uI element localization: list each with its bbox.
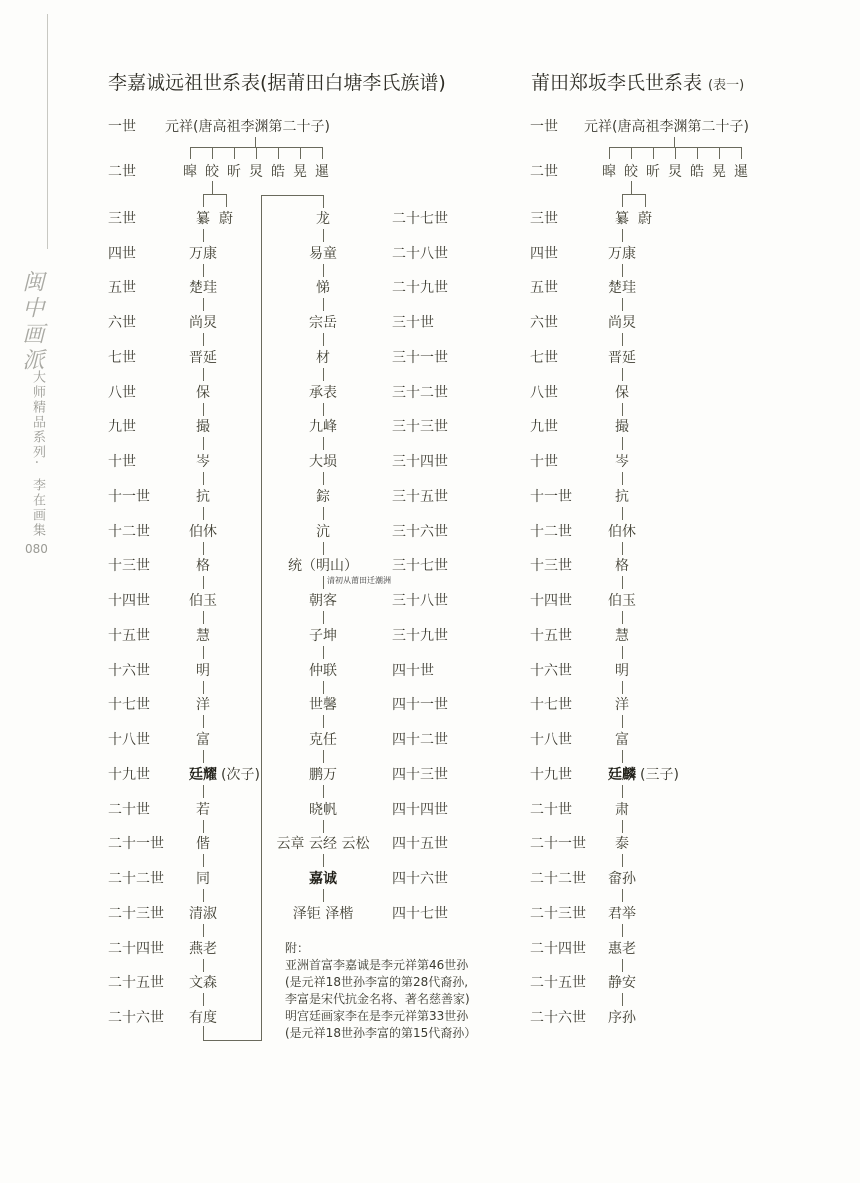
generation-label: 十九世	[530, 766, 572, 783]
connector-line	[622, 542, 623, 555]
generation-label: 二十世	[108, 801, 150, 818]
connector-line	[323, 576, 324, 589]
connector-line	[622, 924, 623, 937]
generation-label: 五世	[108, 280, 136, 297]
lineage-name: 清淑	[189, 905, 217, 922]
connector-line	[323, 889, 324, 902]
generation-label: 四十三世	[392, 766, 448, 783]
generation-label: 二十一世	[108, 836, 164, 853]
generation-label: 四世	[108, 245, 136, 262]
connector-line	[323, 646, 324, 659]
generation-label: 二十六世	[108, 1010, 164, 1027]
lineage-name: 万康	[608, 245, 636, 262]
generation-label: 二十二世	[108, 871, 164, 888]
connector-line	[323, 195, 324, 208]
generation-label: 十四世	[530, 593, 572, 610]
generation-label: 二十九世	[392, 280, 448, 297]
generation-label: 三十五世	[392, 488, 448, 505]
lineage-name: 九峰	[309, 419, 337, 436]
generation-label: 九世	[530, 419, 558, 436]
connector-line	[323, 715, 324, 728]
lineage-name: 伯休	[189, 523, 217, 540]
generation-label: 三十二世	[392, 384, 448, 401]
generation-label: 三世	[108, 211, 136, 227]
generation-label: 二十八世	[392, 245, 448, 262]
lineage-name: 燕老	[189, 940, 217, 957]
generation-label: 二十三世	[530, 905, 586, 922]
connector-line	[203, 229, 204, 242]
lineage-name: 宗岳	[309, 315, 337, 332]
connector-line	[323, 750, 324, 763]
generation-label: 三十七世	[392, 558, 448, 575]
generation-label: 七世	[530, 349, 558, 366]
appendix-line: 李富是宋代抗金名将、著名慈善家)	[285, 992, 470, 1006]
connector-line	[323, 403, 324, 416]
generation-label: 三世	[530, 211, 558, 227]
third-gen-name: 纂	[196, 211, 210, 227]
lineage-name: 楚珪	[608, 280, 636, 297]
lineage-name: 伯玉	[608, 593, 636, 610]
generation-label: 四十四世	[392, 801, 448, 818]
generation-label: 十二世	[108, 523, 150, 540]
connector-line	[203, 542, 204, 555]
second-gen-name: 暹	[734, 164, 748, 180]
second-gen-name: 皎	[624, 164, 638, 180]
lineage-name: 楚珪	[189, 280, 217, 297]
connector-line	[203, 507, 204, 520]
lineage-name: 君举	[608, 905, 636, 922]
generation-label: 四世	[530, 245, 558, 262]
connector-line	[622, 403, 623, 416]
lineage-name: 晋延	[189, 349, 217, 366]
lineage-name: 龙	[316, 211, 330, 227]
lineage-name: 悌	[316, 280, 330, 297]
ancestor-name: 元祥(唐高祖李渊第二十子)	[165, 119, 330, 135]
generation-label: 十一世	[108, 488, 150, 505]
generation-label: 六世	[530, 315, 558, 332]
lineage-name: 富	[615, 732, 629, 749]
connector-line	[622, 959, 623, 972]
second-gen-name: 皎	[205, 164, 219, 180]
lineage-name: 同	[196, 871, 210, 888]
lineage-name: 尚炅	[189, 315, 217, 332]
lineage-name: 若	[196, 801, 210, 818]
connector-line	[203, 854, 204, 867]
connector-line	[622, 611, 623, 624]
generation-label: 二十六世	[530, 1010, 586, 1027]
series-logo: 闽中画派	[19, 270, 44, 374]
lineage-name: 畲孙	[608, 871, 636, 888]
lineage-name: 錝	[316, 488, 330, 505]
connector-line	[203, 924, 204, 937]
page-number: 080	[25, 542, 48, 556]
lineage-name: 肃	[615, 801, 629, 818]
lineage-name: 岑	[196, 454, 210, 471]
generation-label: 二十二世	[530, 871, 586, 888]
connector-line	[622, 472, 623, 485]
connector-line	[622, 368, 623, 381]
generation-label: 八世	[108, 384, 136, 401]
lineage-name: 格	[615, 558, 629, 575]
connector-line	[323, 333, 324, 346]
generation-label: 十世	[530, 454, 558, 471]
second-gen-name: 暭	[183, 164, 197, 180]
generation-label: 一世	[108, 119, 136, 135]
lineage-name: 明	[196, 662, 210, 679]
connector-line	[203, 472, 204, 485]
generation-label: 九世	[108, 419, 136, 436]
connector-line	[203, 194, 226, 195]
second-gen-name: 暹	[315, 164, 329, 180]
generation-label: 二十世	[530, 801, 572, 818]
connector-line	[203, 889, 204, 902]
connector-line	[622, 820, 623, 833]
connector-line	[631, 147, 632, 159]
lineage-name: 大埙	[309, 454, 337, 471]
ancestor-name: 元祥(唐高祖李渊第二十子)	[584, 119, 749, 135]
separator-dot: ·	[28, 460, 43, 467]
lineage-name: 岑	[615, 454, 629, 471]
connector-line	[622, 715, 623, 728]
generation-label: 二世	[108, 164, 136, 180]
generation-label: 四十七世	[392, 905, 448, 922]
connector-line	[203, 959, 204, 972]
connector-line	[203, 264, 204, 277]
appendix-line: 明宫廷画家李在是李元祥第33世孙	[285, 1009, 469, 1023]
lineage-name: 伯休	[608, 523, 636, 540]
generation-label: 十五世	[108, 627, 150, 644]
connector-line	[675, 147, 676, 159]
lineage-name: 偕	[196, 836, 210, 853]
connector-line	[203, 1026, 204, 1040]
connector-line	[203, 611, 204, 624]
connector-line	[622, 889, 623, 902]
third-gen-name: 蔚	[219, 211, 233, 227]
lineage-name: 统（明山）	[288, 558, 358, 575]
connector-line	[631, 181, 632, 194]
connector-line	[719, 147, 720, 159]
connector-line	[203, 646, 204, 659]
lineage-name: 抗	[615, 488, 629, 505]
lineage-name: 子坤	[309, 627, 337, 644]
connector-line	[323, 542, 324, 555]
lineage-name: 格	[196, 558, 210, 575]
connector-line	[622, 298, 623, 311]
connector-line	[203, 715, 204, 728]
second-gen-name: 暭	[602, 164, 616, 180]
generation-label: 四十六世	[392, 871, 448, 888]
lineage-name: 慧	[196, 627, 210, 644]
generation-label: 七世	[108, 349, 136, 366]
lineage-name: 洋	[196, 697, 210, 714]
connector-line	[256, 147, 257, 159]
connector-line	[261, 195, 324, 196]
connector-line	[323, 820, 324, 833]
connector-line	[278, 147, 279, 159]
connector-line	[622, 507, 623, 520]
connector-line	[323, 264, 324, 277]
lineage-name: 晓帆	[309, 801, 337, 818]
connector-line	[622, 576, 623, 589]
page-margin-rule	[47, 14, 48, 249]
connector-line	[622, 437, 623, 450]
connector-line	[622, 194, 623, 207]
generation-label: 四十五世	[392, 836, 448, 853]
lineage-name: 明	[615, 662, 629, 679]
connector-line	[226, 194, 227, 207]
lineage-name: 朝客	[309, 593, 337, 610]
connector-line	[203, 576, 204, 589]
generation-label: 十七世	[108, 697, 150, 714]
lineage-note: (三子)	[640, 766, 679, 783]
connector-line	[622, 993, 623, 1006]
lineage-name: 伯玉	[189, 593, 217, 610]
lineage-name: 嘉诚	[309, 871, 337, 888]
generation-label: 三十六世	[392, 523, 448, 540]
connector-line	[203, 403, 204, 416]
connector-line	[323, 611, 324, 624]
lineage-note: (次子)	[221, 766, 260, 783]
appendix-line: (是元祥18世孙李富的第28代裔孙,	[285, 975, 469, 989]
lineage-name: 慧	[615, 627, 629, 644]
second-gen-name: 炅	[668, 164, 682, 180]
generation-label: 一世	[530, 119, 558, 135]
generation-label: 四十一世	[392, 697, 448, 714]
generation-label: 八世	[530, 384, 558, 401]
connector-line	[622, 750, 623, 763]
connector-line	[622, 646, 623, 659]
generation-label: 二十一世	[530, 836, 586, 853]
lineage-name: 静安	[608, 975, 636, 992]
lineage-name: 承表	[309, 384, 337, 401]
lineage-name: 廷麟	[608, 766, 636, 783]
connector-line	[203, 681, 204, 694]
generation-label: 三十九世	[392, 627, 448, 644]
connector-line	[212, 181, 213, 194]
second-gen-name: 皓	[271, 164, 285, 180]
connector-line	[323, 507, 324, 520]
connector-line	[323, 298, 324, 311]
lineage-name: 廷耀	[189, 766, 217, 783]
generation-label: 十三世	[108, 558, 150, 575]
lineage-name: 保	[615, 384, 629, 401]
generation-label: 五世	[530, 280, 558, 297]
lineage-name: 撮	[196, 419, 210, 436]
connector-line	[261, 195, 262, 1041]
generation-label: 十八世	[108, 732, 150, 749]
lineage-name: 保	[196, 384, 210, 401]
generation-label: 三十世	[392, 315, 434, 332]
connector-line	[323, 854, 324, 867]
second-gen-name: 皓	[690, 164, 704, 180]
lineage-name: 有度	[189, 1010, 217, 1027]
connector-line	[203, 368, 204, 381]
connector-line	[653, 147, 654, 159]
appendix-line: 亚洲首富李嘉诚是李元祥第46世孙	[285, 958, 469, 972]
lineage-name: 鹏万	[309, 766, 337, 783]
lineage-name: 文森	[189, 975, 217, 992]
generation-label: 十二世	[530, 523, 572, 540]
connector-line	[622, 681, 623, 694]
lineage-name: 沆	[316, 523, 330, 540]
lineage-name: 尚炅	[608, 315, 636, 332]
connector-line	[622, 194, 645, 195]
generation-label: 十六世	[108, 662, 150, 679]
generation-label: 三十八世	[392, 593, 448, 610]
connector-line	[609, 147, 610, 159]
connector-line	[203, 993, 204, 1006]
second-gen-name: 晃	[712, 164, 726, 180]
lineage-name: 世馨	[309, 697, 337, 714]
connector-line	[234, 147, 235, 159]
appendix-line: (是元祥18世孙李富的第15代裔孙）	[285, 1026, 477, 1040]
series-name: 大师精品系列	[30, 370, 45, 460]
generation-label: 十六世	[530, 662, 572, 679]
right-table-title: 莆田郑坂李氏世系表	[531, 72, 703, 94]
lineage-name: 易童	[309, 245, 337, 262]
connector-line	[300, 147, 301, 159]
generation-label: 二十四世	[108, 940, 164, 957]
generation-label: 十五世	[530, 627, 572, 644]
generation-label: 二十三世	[108, 905, 164, 922]
generation-label: 四十二世	[392, 732, 448, 749]
connector-line	[203, 820, 204, 833]
generation-label: 十八世	[530, 732, 572, 749]
lineage-name: 万康	[189, 245, 217, 262]
connector-line	[622, 785, 623, 798]
appendix-note	[285, 940, 476, 1042]
lineage-name: 抗	[196, 488, 210, 505]
generation-label: 十三世	[530, 558, 572, 575]
third-gen-name: 蔚	[638, 211, 652, 227]
lineage-name: 仲联	[309, 662, 337, 679]
lineage-name: 洋	[615, 697, 629, 714]
connector-line	[323, 368, 324, 381]
connector-line	[645, 194, 646, 207]
connector-line	[323, 785, 324, 798]
generation-label: 二十五世	[530, 975, 586, 992]
connector-line	[323, 437, 324, 450]
connector-line	[622, 854, 623, 867]
connector-line	[322, 147, 323, 159]
lineage-name: 泰	[615, 836, 629, 853]
generation-label: 六世	[108, 315, 136, 332]
connector-line	[323, 229, 324, 242]
connector-line	[190, 147, 191, 159]
connector-line	[203, 1040, 262, 1041]
lineage-name: 克任	[309, 732, 337, 749]
generation-label: 十九世	[108, 766, 150, 783]
connector-line	[203, 298, 204, 311]
connector-line	[323, 681, 324, 694]
generation-label: 十一世	[530, 488, 572, 505]
generation-label: 十七世	[530, 697, 572, 714]
generation-label: 二世	[530, 164, 558, 180]
lineage-name: 序孙	[608, 1010, 636, 1027]
appendix-heading: 附：	[285, 941, 310, 955]
second-gen-name: 炅	[249, 164, 263, 180]
right-table-subtitle: (表一)	[708, 78, 745, 93]
lineage-name: 晋延	[608, 349, 636, 366]
connector-line	[622, 229, 623, 242]
connector-line	[212, 147, 213, 159]
lineage-name: 富	[196, 732, 210, 749]
generation-label: 二十五世	[108, 975, 164, 992]
lineage-name: 材	[316, 349, 330, 366]
connector-line	[323, 472, 324, 485]
connector-line	[203, 785, 204, 798]
generation-label: 十世	[108, 454, 136, 471]
connector-line	[203, 333, 204, 346]
second-gen-name: 昕	[227, 164, 241, 180]
lineage-name: 泽钜 泽楷	[292, 905, 354, 922]
lineage-name: 惠老	[608, 940, 636, 957]
lineage-name: 云章 云经 云松	[276, 836, 370, 853]
generation-label: 二十四世	[530, 940, 586, 957]
migration-note: 清初从莆田迁潮洲	[327, 576, 391, 585]
book-title: 李在画集	[30, 478, 45, 538]
generation-label: 三十四世	[392, 454, 448, 471]
connector-line	[203, 194, 204, 207]
left-table-title: 李嘉诚远祖世系表(据莆田白塘李氏族谱)	[108, 72, 446, 94]
generation-label: 三十三世	[392, 419, 448, 436]
connector-line	[203, 437, 204, 450]
connector-line	[741, 147, 742, 159]
connector-line	[203, 750, 204, 763]
generation-label: 三十一世	[392, 349, 448, 366]
second-gen-name: 昕	[646, 164, 660, 180]
lineage-name: 撮	[615, 419, 629, 436]
third-gen-name: 纂	[615, 211, 629, 227]
connector-line	[622, 333, 623, 346]
connector-line	[697, 147, 698, 159]
connector-line	[622, 264, 623, 277]
second-gen-name: 晃	[293, 164, 307, 180]
generation-label: 二十七世	[392, 211, 448, 227]
generation-label: 十四世	[108, 593, 150, 610]
generation-label: 四十世	[392, 662, 434, 679]
